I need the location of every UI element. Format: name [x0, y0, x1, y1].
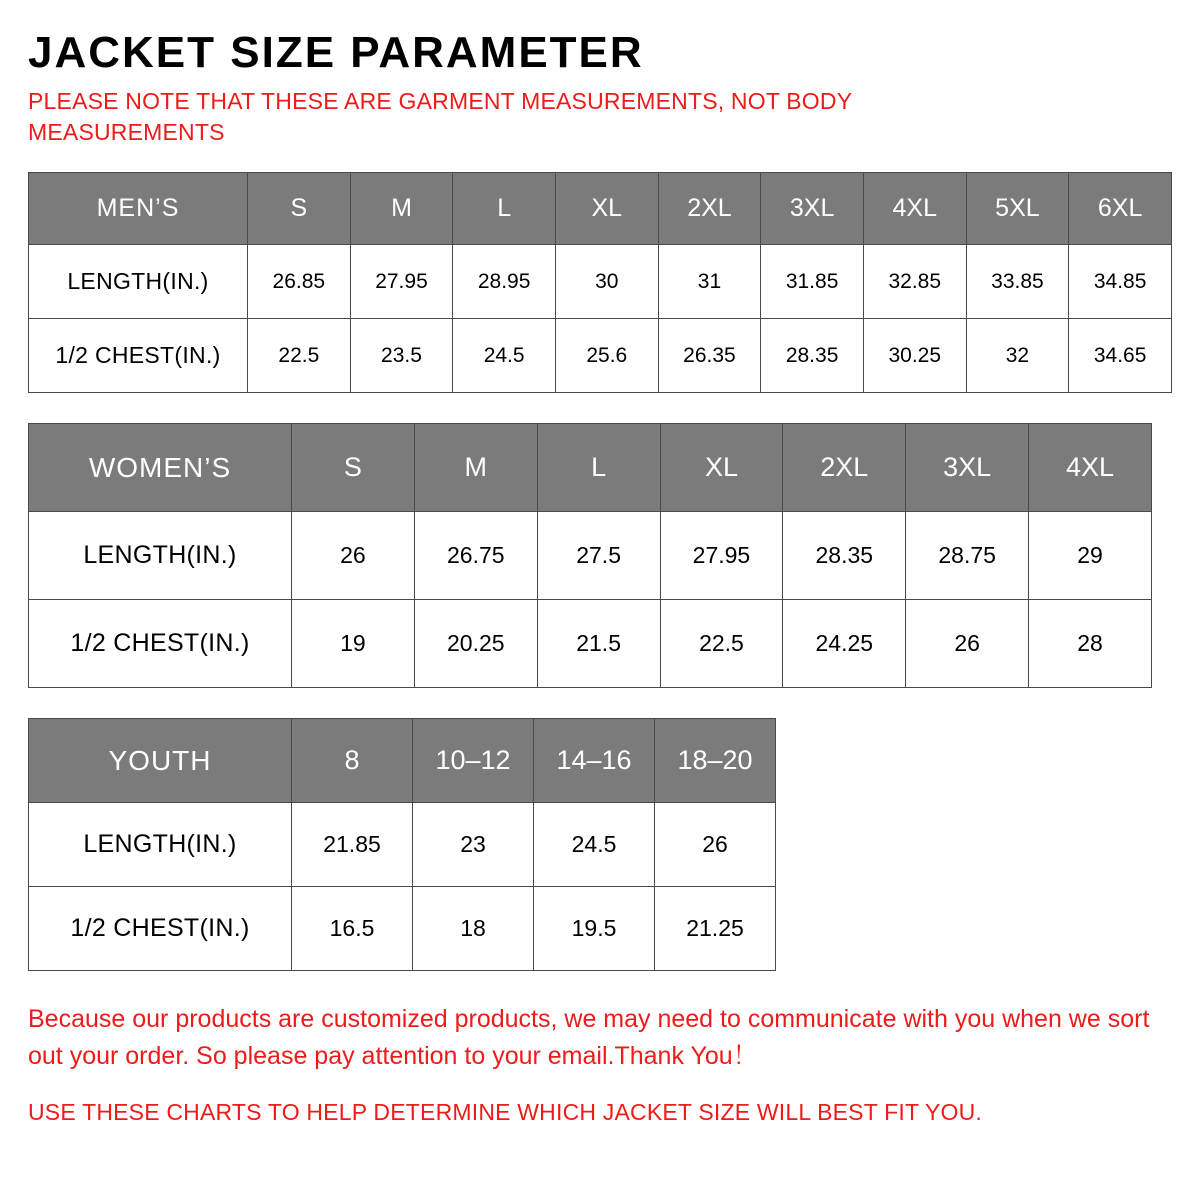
measurement-cell: 29 — [1029, 512, 1152, 600]
measurement-cell: 28 — [1029, 600, 1152, 688]
measurement-cell: 20.25 — [414, 600, 537, 688]
measurement-cell: 28.95 — [453, 245, 556, 319]
measurement-cell: 33.85 — [966, 245, 1069, 319]
size-header-cell: S — [292, 424, 415, 512]
size-header-cell: XL — [660, 424, 783, 512]
measurement-cell: 24.25 — [783, 600, 906, 688]
measurement-cell: 28.35 — [761, 319, 864, 393]
measurement-cell: 27.95 — [350, 245, 453, 319]
measurement-cell: 19.5 — [534, 887, 655, 971]
measurement-cell: 30 — [555, 245, 658, 319]
size-header-cell: 2XL — [783, 424, 906, 512]
table-row — [29, 600, 1152, 688]
row-label: LENGTH(IN.) — [29, 803, 292, 887]
measurement-cell: 34.65 — [1069, 319, 1172, 393]
size-header-cell: XL — [555, 173, 658, 245]
measurement-cell: 28.75 — [906, 512, 1029, 600]
size-header-cell: 18–20 — [655, 719, 776, 803]
table-row — [29, 512, 1152, 600]
size-header-cell: 5XL — [966, 173, 1069, 245]
size-header-cell: 4XL — [863, 173, 966, 245]
measurement-cell: 26.75 — [414, 512, 537, 600]
measurement-cell: 27.95 — [660, 512, 783, 600]
measurement-cell: 23.5 — [350, 319, 453, 393]
measurement-cell: 18 — [413, 887, 534, 971]
table-header-row — [29, 173, 1172, 245]
table-category-label: MEN’S — [29, 173, 248, 245]
row-label: 1/2 CHEST(IN.) — [29, 600, 292, 688]
measurement-cell: 19 — [292, 600, 415, 688]
measurement-cell: 34.85 — [1069, 245, 1172, 319]
measurement-cell: 26 — [655, 803, 776, 887]
size-header-cell: L — [453, 173, 556, 245]
table-row — [29, 319, 1172, 393]
table-row — [29, 887, 776, 971]
customization-note: Because our products are customized products, we may need to communicate with you when we sort out your order. So please pay attention to your email.Thank You！ — [28, 1005, 1150, 1070]
measurement-cell: 32 — [966, 319, 1069, 393]
measurement-cell: 23 — [413, 803, 534, 887]
size-header-cell: M — [350, 173, 453, 245]
table-category-label: YOUTH — [29, 719, 292, 803]
size-header-cell: 14–16 — [534, 719, 655, 803]
measurement-cell: 24.5 — [534, 803, 655, 887]
measurement-cell: 32.85 — [863, 245, 966, 319]
measurement-cell: 22.5 — [660, 600, 783, 688]
garment-measurement-note: PLEASE NOTE THAT THESE ARE GARMENT MEASUREMENTS, NOT BODY MEASUREMENTS — [28, 88, 852, 146]
size-header-cell: 6XL — [1069, 173, 1172, 245]
measurement-cell: 26 — [292, 512, 415, 600]
measurement-cell: 16.5 — [292, 887, 413, 971]
table-row — [29, 803, 776, 887]
measurement-cell: 21.5 — [537, 600, 660, 688]
page-title: JACKET SIZE PARAMETER — [28, 28, 644, 77]
size-header-cell: 8 — [292, 719, 413, 803]
measurement-cell: 25.6 — [555, 319, 658, 393]
table-header-row — [29, 424, 1152, 512]
youth-size-table — [28, 718, 776, 971]
measurement-cell: 30.25 — [863, 319, 966, 393]
measurement-cell: 26.35 — [658, 319, 761, 393]
measurement-cell: 31 — [658, 245, 761, 319]
row-label: 1/2 CHEST(IN.) — [29, 887, 292, 971]
row-label: 1/2 CHEST(IN.) — [29, 319, 248, 393]
size-header-cell: 10–12 — [413, 719, 534, 803]
womens-size-table — [28, 423, 1152, 688]
size-header-cell: S — [248, 173, 351, 245]
size-header-cell: M — [414, 424, 537, 512]
table-row — [29, 245, 1172, 319]
measurement-cell: 31.85 — [761, 245, 864, 319]
measurement-cell: 24.5 — [453, 319, 556, 393]
measurement-cell: 22.5 — [248, 319, 351, 393]
measurement-cell: 27.5 — [537, 512, 660, 600]
size-header-cell: 3XL — [761, 173, 864, 245]
measurement-cell: 26.85 — [248, 245, 351, 319]
chart-usage-note: USE THESE CHARTS TO HELP DETERMINE WHICH JACKET SIZE WILL BEST FIT YOU. — [28, 1098, 982, 1125]
size-header-cell: 3XL — [906, 424, 1029, 512]
measurement-cell: 26 — [906, 600, 1029, 688]
row-label: LENGTH(IN.) — [29, 512, 292, 600]
size-header-cell: 4XL — [1029, 424, 1152, 512]
measurement-cell: 21.25 — [655, 887, 776, 971]
mens-size-table — [28, 172, 1172, 393]
table-header-row — [29, 719, 776, 803]
measurement-cell: 28.35 — [783, 512, 906, 600]
size-header-cell: 2XL — [658, 173, 761, 245]
size-header-cell: L — [537, 424, 660, 512]
row-label: LENGTH(IN.) — [29, 245, 248, 319]
measurement-cell: 21.85 — [292, 803, 413, 887]
table-category-label: WOMEN’S — [29, 424, 292, 512]
